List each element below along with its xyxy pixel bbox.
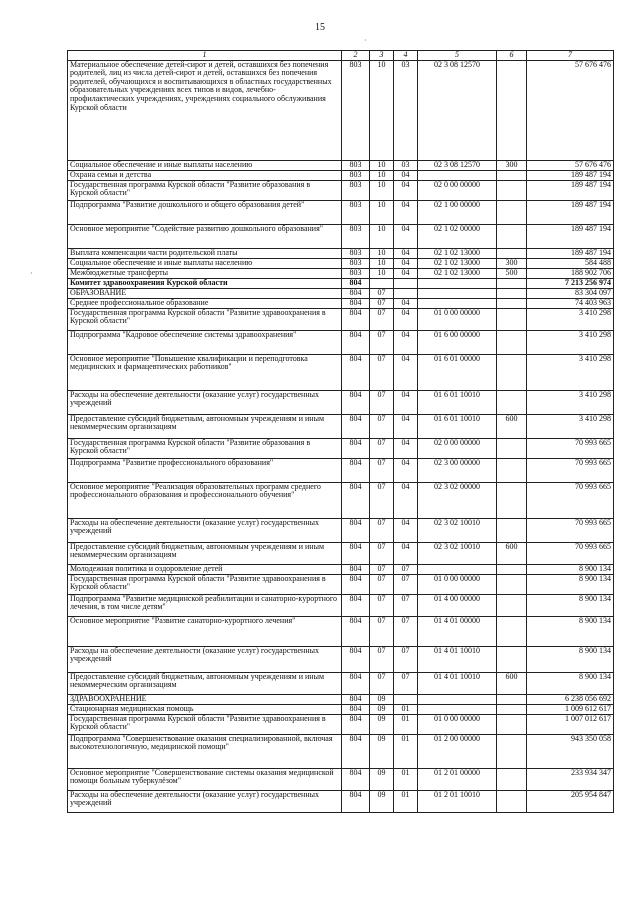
cell-subsection: 01 — [394, 714, 418, 734]
cell-expense-type — [497, 768, 527, 790]
cell-name: Среднее профессиональное образование — [68, 298, 342, 308]
cell-expense-type — [497, 790, 527, 812]
cell-admin-code: 804 — [342, 308, 370, 330]
cell-admin-code: 804 — [342, 734, 370, 768]
cell-name: Расходы на обеспечение деятельности (оказание услуг) государственных учреждений — [68, 390, 342, 414]
cell-target-article: 01 2 01 10010 — [418, 790, 497, 812]
table-row — [68, 354, 614, 390]
cell-admin-code: 804 — [342, 616, 370, 646]
cell-section: 10 — [370, 224, 394, 248]
cell-subsection: 04 — [394, 248, 418, 258]
cell-amount: 8 900 134 — [527, 672, 614, 694]
cell-name: Расходы на обеспечение деятельности (оказание услуг) государственных учреждений — [68, 646, 342, 672]
cell-section: 07 — [370, 298, 394, 308]
cell-amount: 70 993 665 — [527, 458, 614, 482]
cell-target-article: 01 6 01 00000 — [418, 354, 497, 390]
cell-expense-type — [497, 616, 527, 646]
cell-amount: 189 487 194 — [527, 180, 614, 200]
cell-expense-type — [497, 438, 527, 458]
cell-section — [370, 278, 394, 288]
table-row — [68, 714, 614, 734]
cell-subsection: 03 — [394, 160, 418, 170]
cell-section: 09 — [370, 790, 394, 812]
cell-section: 10 — [370, 180, 394, 200]
cell-expense-type — [497, 298, 527, 308]
cell-section: 10 — [370, 200, 394, 224]
cell-target-article: 02 0 00 00000 — [418, 180, 497, 200]
cell-amount: 3 410 298 — [527, 390, 614, 414]
header-col-3: 3 — [370, 51, 394, 61]
cell-subsection — [394, 278, 418, 288]
cell-section: 09 — [370, 768, 394, 790]
table-row — [68, 542, 614, 564]
cell-admin-code: 803 — [342, 200, 370, 224]
cell-admin-code: 804 — [342, 768, 370, 790]
cell-name: Подпрограмма "Развитие профессионального образования" — [68, 458, 342, 482]
header-col-6: 6 — [497, 51, 527, 61]
cell-amount: 1 009 612 617 — [527, 704, 614, 714]
table-row — [68, 258, 614, 268]
cell-target-article: 02 3 02 00000 — [418, 482, 497, 518]
cell-admin-code: 804 — [342, 704, 370, 714]
cell-name: Подпрограмма "Развитие дошкольного и общего образования детей" — [68, 200, 342, 224]
cell-subsection: 04 — [394, 258, 418, 268]
table-row — [68, 180, 614, 200]
cell-target-article: 02 1 02 13000 — [418, 268, 497, 278]
cell-expense-type — [497, 288, 527, 298]
cell-amount: 8 900 134 — [527, 594, 614, 616]
cell-amount: 3 410 298 — [527, 414, 614, 438]
cell-name: Основное мероприятие "Реализация образовательных программ среднего профессионального образования и профессионального обучения" — [68, 482, 342, 518]
cell-amount: 205 954 847 — [527, 790, 614, 812]
cell-section: 09 — [370, 734, 394, 768]
cell-section: 07 — [370, 330, 394, 354]
cell-admin-code: 803 — [342, 170, 370, 180]
cell-expense-type — [497, 390, 527, 414]
cell-amount: 189 487 194 — [527, 170, 614, 180]
cell-expense-type — [497, 714, 527, 734]
header-col-5: 5 — [418, 51, 497, 61]
cell-admin-code: 804 — [342, 330, 370, 354]
table-row — [68, 438, 614, 458]
cell-amount: 8 900 134 — [527, 564, 614, 574]
cell-section: 07 — [370, 354, 394, 390]
table-row — [68, 298, 614, 308]
page-number: 15 — [315, 22, 325, 33]
cell-admin-code: 804 — [342, 298, 370, 308]
table-row — [68, 482, 614, 518]
cell-name: Основное мероприятие "Повышение квалификации и переподготовка медицинских и фармацевтических работников" — [68, 354, 342, 390]
cell-expense-type: 600 — [497, 672, 527, 694]
cell-target-article: 01 6 01 10010 — [418, 414, 497, 438]
cell-name: Государственная программа Курской области "Развитие здравоохранения в Курской области" — [68, 714, 342, 734]
stray-mark: · — [364, 36, 367, 45]
table-row — [68, 330, 614, 354]
cell-target-article: 02 1 02 13000 — [418, 248, 497, 258]
table-row — [68, 278, 614, 288]
table-row — [68, 574, 614, 594]
cell-amount: 6 238 056 692 — [527, 694, 614, 704]
cell-amount: 57 676 476 — [527, 160, 614, 170]
cell-admin-code: 804 — [342, 414, 370, 438]
cell-name: ОБРАЗОВАНИЕ — [68, 288, 342, 298]
cell-target-article: 01 4 01 10010 — [418, 672, 497, 694]
cell-amount: 74 403 963 — [527, 298, 614, 308]
cell-name: Государственная программа Курской области "Развитие здравоохранения в Курской области" — [68, 574, 342, 594]
cell-name: ЗДРАВООХРАНЕНИЕ — [68, 694, 342, 704]
cell-subsection: 03 — [394, 60, 418, 160]
cell-section: 07 — [370, 672, 394, 694]
cell-expense-type — [497, 248, 527, 258]
cell-name: Основное мероприятие "Развитие санаторно-курортного лечения" — [68, 616, 342, 646]
table-row — [68, 160, 614, 170]
cell-amount: 7 213 256 974 — [527, 278, 614, 288]
table-row — [68, 458, 614, 482]
cell-admin-code: 804 — [342, 790, 370, 812]
cell-section: 07 — [370, 390, 394, 414]
table-row — [68, 768, 614, 790]
cell-section: 10 — [370, 170, 394, 180]
cell-expense-type — [497, 564, 527, 574]
table-row — [68, 200, 614, 224]
cell-section: 07 — [370, 574, 394, 594]
table-row — [68, 224, 614, 248]
cell-expense-type — [497, 278, 527, 288]
cell-section: 07 — [370, 564, 394, 574]
cell-admin-code: 804 — [342, 288, 370, 298]
cell-target-article — [418, 298, 497, 308]
cell-subsection: 04 — [394, 482, 418, 518]
cell-subsection: 04 — [394, 200, 418, 224]
cell-admin-code: 803 — [342, 248, 370, 258]
cell-target-article: 01 0 00 00000 — [418, 308, 497, 330]
cell-target-article — [418, 704, 497, 714]
cell-expense-type — [497, 458, 527, 482]
cell-amount: 83 304 097 — [527, 288, 614, 298]
cell-amount: 3 410 298 — [527, 308, 614, 330]
cell-name: Государственная программа Курской области "Развитие здравоохранения в Курской области" — [68, 308, 342, 330]
cell-subsection: 04 — [394, 170, 418, 180]
cell-target-article: 01 4 01 10010 — [418, 646, 497, 672]
cell-name: Молодежная политика и оздоровление детей — [68, 564, 342, 574]
cell-name: Подпрограмма "Кадровое обеспечение системы здравоохранения" — [68, 330, 342, 354]
cell-admin-code: 804 — [342, 518, 370, 542]
cell-amount: 70 993 665 — [527, 518, 614, 542]
budget-table — [67, 50, 614, 813]
cell-amount: 70 993 665 — [527, 438, 614, 458]
table-row — [68, 672, 614, 694]
cell-target-article: 01 4 00 00000 — [418, 594, 497, 616]
cell-amount: 70 993 665 — [527, 542, 614, 564]
cell-subsection: 07 — [394, 672, 418, 694]
cell-section: 07 — [370, 518, 394, 542]
table-row — [68, 616, 614, 646]
cell-admin-code: 804 — [342, 714, 370, 734]
cell-expense-type — [497, 694, 527, 704]
cell-admin-code: 804 — [342, 390, 370, 414]
cell-target-article: 02 0 00 00000 — [418, 438, 497, 458]
cell-subsection: 04 — [394, 542, 418, 564]
cell-admin-code: 804 — [342, 694, 370, 704]
cell-subsection: 04 — [394, 268, 418, 278]
cell-subsection: 04 — [394, 518, 418, 542]
header-col-2: 2 — [342, 51, 370, 61]
cell-amount: 3 410 298 — [527, 330, 614, 354]
table-row — [68, 564, 614, 574]
table-row — [68, 390, 614, 414]
cell-subsection: 04 — [394, 308, 418, 330]
cell-name: Государственная программа Курской области "Развитие образования в Курской области" — [68, 180, 342, 200]
cell-section: 10 — [370, 258, 394, 268]
table-row — [68, 646, 614, 672]
cell-expense-type: 300 — [497, 160, 527, 170]
cell-section: 07 — [370, 594, 394, 616]
cell-amount: 8 900 134 — [527, 616, 614, 646]
header-row — [68, 51, 614, 61]
cell-subsection: 04 — [394, 224, 418, 248]
cell-subsection: 01 — [394, 704, 418, 714]
cell-amount: 70 993 665 — [527, 482, 614, 518]
cell-subsection: 04 — [394, 414, 418, 438]
cell-target-article: 02 1 02 00000 — [418, 224, 497, 248]
cell-expense-type — [497, 170, 527, 180]
cell-admin-code: 803 — [342, 180, 370, 200]
cell-expense-type — [497, 646, 527, 672]
cell-amount: 189 487 194 — [527, 248, 614, 258]
cell-admin-code: 804 — [342, 594, 370, 616]
cell-admin-code: 803 — [342, 60, 370, 160]
table-row — [68, 594, 614, 616]
cell-section: 07 — [370, 414, 394, 438]
cell-target-article: 02 1 02 13000 — [418, 258, 497, 268]
cell-admin-code: 804 — [342, 438, 370, 458]
cell-subsection: 07 — [394, 646, 418, 672]
cell-target-article: 02 3 08 12570 — [418, 60, 497, 160]
cell-section: 07 — [370, 646, 394, 672]
cell-subsection: 04 — [394, 354, 418, 390]
cell-expense-type: 600 — [497, 414, 527, 438]
cell-admin-code: 803 — [342, 224, 370, 248]
cell-name: Предоставление субсидий бюджетным, автономным учреждениям и иным некоммерческим организациям — [68, 414, 342, 438]
cell-expense-type — [497, 574, 527, 594]
cell-admin-code: 804 — [342, 354, 370, 390]
cell-name: Материальное обеспечение детей-сирот и детей, оставшихся без попечения родителей, лиц из числа детей-сирот и детей, оставшихся без попечения родителей, обучающихся и воспитывающихся в областных государственных образовательных учреждениях всех типов и видов, лечебно-профилактических учреждениях, учреждениях социального обслуживания Курской области — [68, 60, 342, 160]
header-col-7: 7 — [527, 51, 614, 61]
cell-expense-type: 300 — [497, 258, 527, 268]
cell-subsection: 07 — [394, 564, 418, 574]
header-col-4: 4 — [394, 51, 418, 61]
cell-expense-type — [497, 734, 527, 768]
cell-subsection: 04 — [394, 438, 418, 458]
cell-target-article: 01 2 01 00000 — [418, 768, 497, 790]
cell-name: Стационарная медицинская помощь — [68, 704, 342, 714]
table-row — [68, 734, 614, 768]
cell-name: Охрана семьи и детства — [68, 170, 342, 180]
cell-amount: 8 900 134 — [527, 574, 614, 594]
cell-section: 10 — [370, 268, 394, 278]
cell-amount: 943 350 058 — [527, 734, 614, 768]
cell-target-article: 02 3 08 12570 — [418, 160, 497, 170]
cell-subsection — [394, 694, 418, 704]
cell-admin-code: 803 — [342, 258, 370, 268]
cell-expense-type: 500 — [497, 268, 527, 278]
cell-subsection: 01 — [394, 768, 418, 790]
cell-name: Основное мероприятие "Совершенствование системы оказания медицинской помощи больным туберкулёзом" — [68, 768, 342, 790]
cell-target-article: 01 0 00 00000 — [418, 574, 497, 594]
cell-target-article — [418, 288, 497, 298]
cell-subsection — [394, 288, 418, 298]
cell-name: Расходы на обеспечение деятельности (оказание услуг) государственных учреждений — [68, 518, 342, 542]
cell-subsection: 04 — [394, 458, 418, 482]
cell-subsection: 07 — [394, 594, 418, 616]
cell-name: Государственная программа Курской области "Развитие образования в Курской области" — [68, 438, 342, 458]
cell-amount: 233 934 347 — [527, 768, 614, 790]
cell-target-article: 01 4 01 00000 — [418, 616, 497, 646]
cell-name: Предоставление субсидий бюджетным, автономным учреждениям и иным некоммерческим организациям — [68, 672, 342, 694]
cell-name: Подпрограмма "Совершенствование оказания специализированной, включая высокотехнологичную, медицинской помощи" — [68, 734, 342, 768]
cell-admin-code: 804 — [342, 482, 370, 518]
cell-amount: 189 487 194 — [527, 224, 614, 248]
cell-section: 07 — [370, 616, 394, 646]
table-row — [68, 790, 614, 812]
cell-subsection: 07 — [394, 616, 418, 646]
cell-name: Комитет здравоохранения Курской области — [68, 278, 342, 288]
cell-expense-type: 600 — [497, 542, 527, 564]
cell-target-article: 01 2 00 00000 — [418, 734, 497, 768]
cell-section: 10 — [370, 248, 394, 258]
cell-target-article: 01 6 01 10010 — [418, 390, 497, 414]
cell-subsection: 04 — [394, 330, 418, 354]
table-row — [68, 704, 614, 714]
table-row — [68, 518, 614, 542]
table-row — [68, 308, 614, 330]
cell-subsection: 07 — [394, 574, 418, 594]
table-row — [68, 170, 614, 180]
cell-section: 09 — [370, 714, 394, 734]
table-row — [68, 60, 614, 160]
cell-section: 07 — [370, 458, 394, 482]
cell-amount: 57 676 476 — [527, 60, 614, 160]
cell-admin-code: 804 — [342, 278, 370, 288]
cell-expense-type — [497, 704, 527, 714]
cell-expense-type — [497, 518, 527, 542]
cell-name: Расходы на обеспечение деятельности (оказание услуг) государственных учреждений — [68, 790, 342, 812]
cell-subsection: 01 — [394, 734, 418, 768]
cell-admin-code: 804 — [342, 574, 370, 594]
cell-section: 07 — [370, 542, 394, 564]
cell-expense-type — [497, 60, 527, 160]
cell-expense-type — [497, 354, 527, 390]
table-row — [68, 694, 614, 704]
cell-expense-type — [497, 180, 527, 200]
cell-section: 09 — [370, 694, 394, 704]
cell-admin-code: 803 — [342, 268, 370, 278]
margin-mark: · — [30, 269, 33, 278]
cell-target-article — [418, 170, 497, 180]
cell-name: Межбюджетные трансферты — [68, 268, 342, 278]
cell-subsection: 01 — [394, 790, 418, 812]
cell-target-article: 01 6 00 00000 — [418, 330, 497, 354]
table-row — [68, 268, 614, 278]
cell-name: Социальное обеспечение и иные выплаты населению — [68, 258, 342, 268]
cell-subsection: 04 — [394, 180, 418, 200]
cell-amount: 3 410 298 — [527, 354, 614, 390]
cell-section: 07 — [370, 438, 394, 458]
cell-expense-type — [497, 482, 527, 518]
table-body — [68, 60, 614, 812]
cell-admin-code: 804 — [342, 672, 370, 694]
cell-amount: 189 487 194 — [527, 200, 614, 224]
cell-name: Основное мероприятие "Содействие развитию дошкольного образования" — [68, 224, 342, 248]
cell-amount: 8 900 134 — [527, 646, 614, 672]
cell-target-article — [418, 694, 497, 704]
cell-expense-type — [497, 200, 527, 224]
cell-subsection: 04 — [394, 298, 418, 308]
cell-amount: 1 007 012 617 — [527, 714, 614, 734]
cell-name: Социальное обеспечение и иные выплаты населению — [68, 160, 342, 170]
cell-target-article — [418, 564, 497, 574]
cell-admin-code: 804 — [342, 646, 370, 672]
cell-admin-code: 804 — [342, 564, 370, 574]
cell-section: 10 — [370, 60, 394, 160]
cell-name: Подпрограмма "Развитие медицинской реабилитации и санаторно-курортного лечения, в том числе детям" — [68, 594, 342, 616]
cell-target-article: 01 0 00 00000 — [418, 714, 497, 734]
cell-target-article — [418, 278, 497, 288]
cell-section: 07 — [370, 288, 394, 298]
cell-expense-type — [497, 594, 527, 616]
header-col-1: 1 — [68, 51, 342, 61]
cell-target-article: 02 3 00 00000 — [418, 458, 497, 482]
table-row — [68, 288, 614, 298]
cell-target-article: 02 3 02 10010 — [418, 518, 497, 542]
cell-subsection: 04 — [394, 390, 418, 414]
cell-name: Предоставление субсидий бюджетным, автономным учреждениям и иным некоммерческим организациям — [68, 542, 342, 564]
cell-admin-code: 803 — [342, 160, 370, 170]
cell-expense-type — [497, 308, 527, 330]
cell-admin-code: 804 — [342, 542, 370, 564]
cell-amount: 584 488 — [527, 258, 614, 268]
cell-section: 10 — [370, 160, 394, 170]
cell-section: 09 — [370, 704, 394, 714]
cell-target-article: 02 1 00 00000 — [418, 200, 497, 224]
cell-section: 07 — [370, 482, 394, 518]
cell-amount: 188 902 706 — [527, 268, 614, 278]
cell-name: Выплата компенсации части родительской платы — [68, 248, 342, 258]
cell-expense-type — [497, 330, 527, 354]
table-row — [68, 248, 614, 258]
cell-expense-type — [497, 224, 527, 248]
cell-target-article: 02 3 02 10010 — [418, 542, 497, 564]
table-row — [68, 414, 614, 438]
cell-admin-code: 804 — [342, 458, 370, 482]
cell-section: 07 — [370, 308, 394, 330]
